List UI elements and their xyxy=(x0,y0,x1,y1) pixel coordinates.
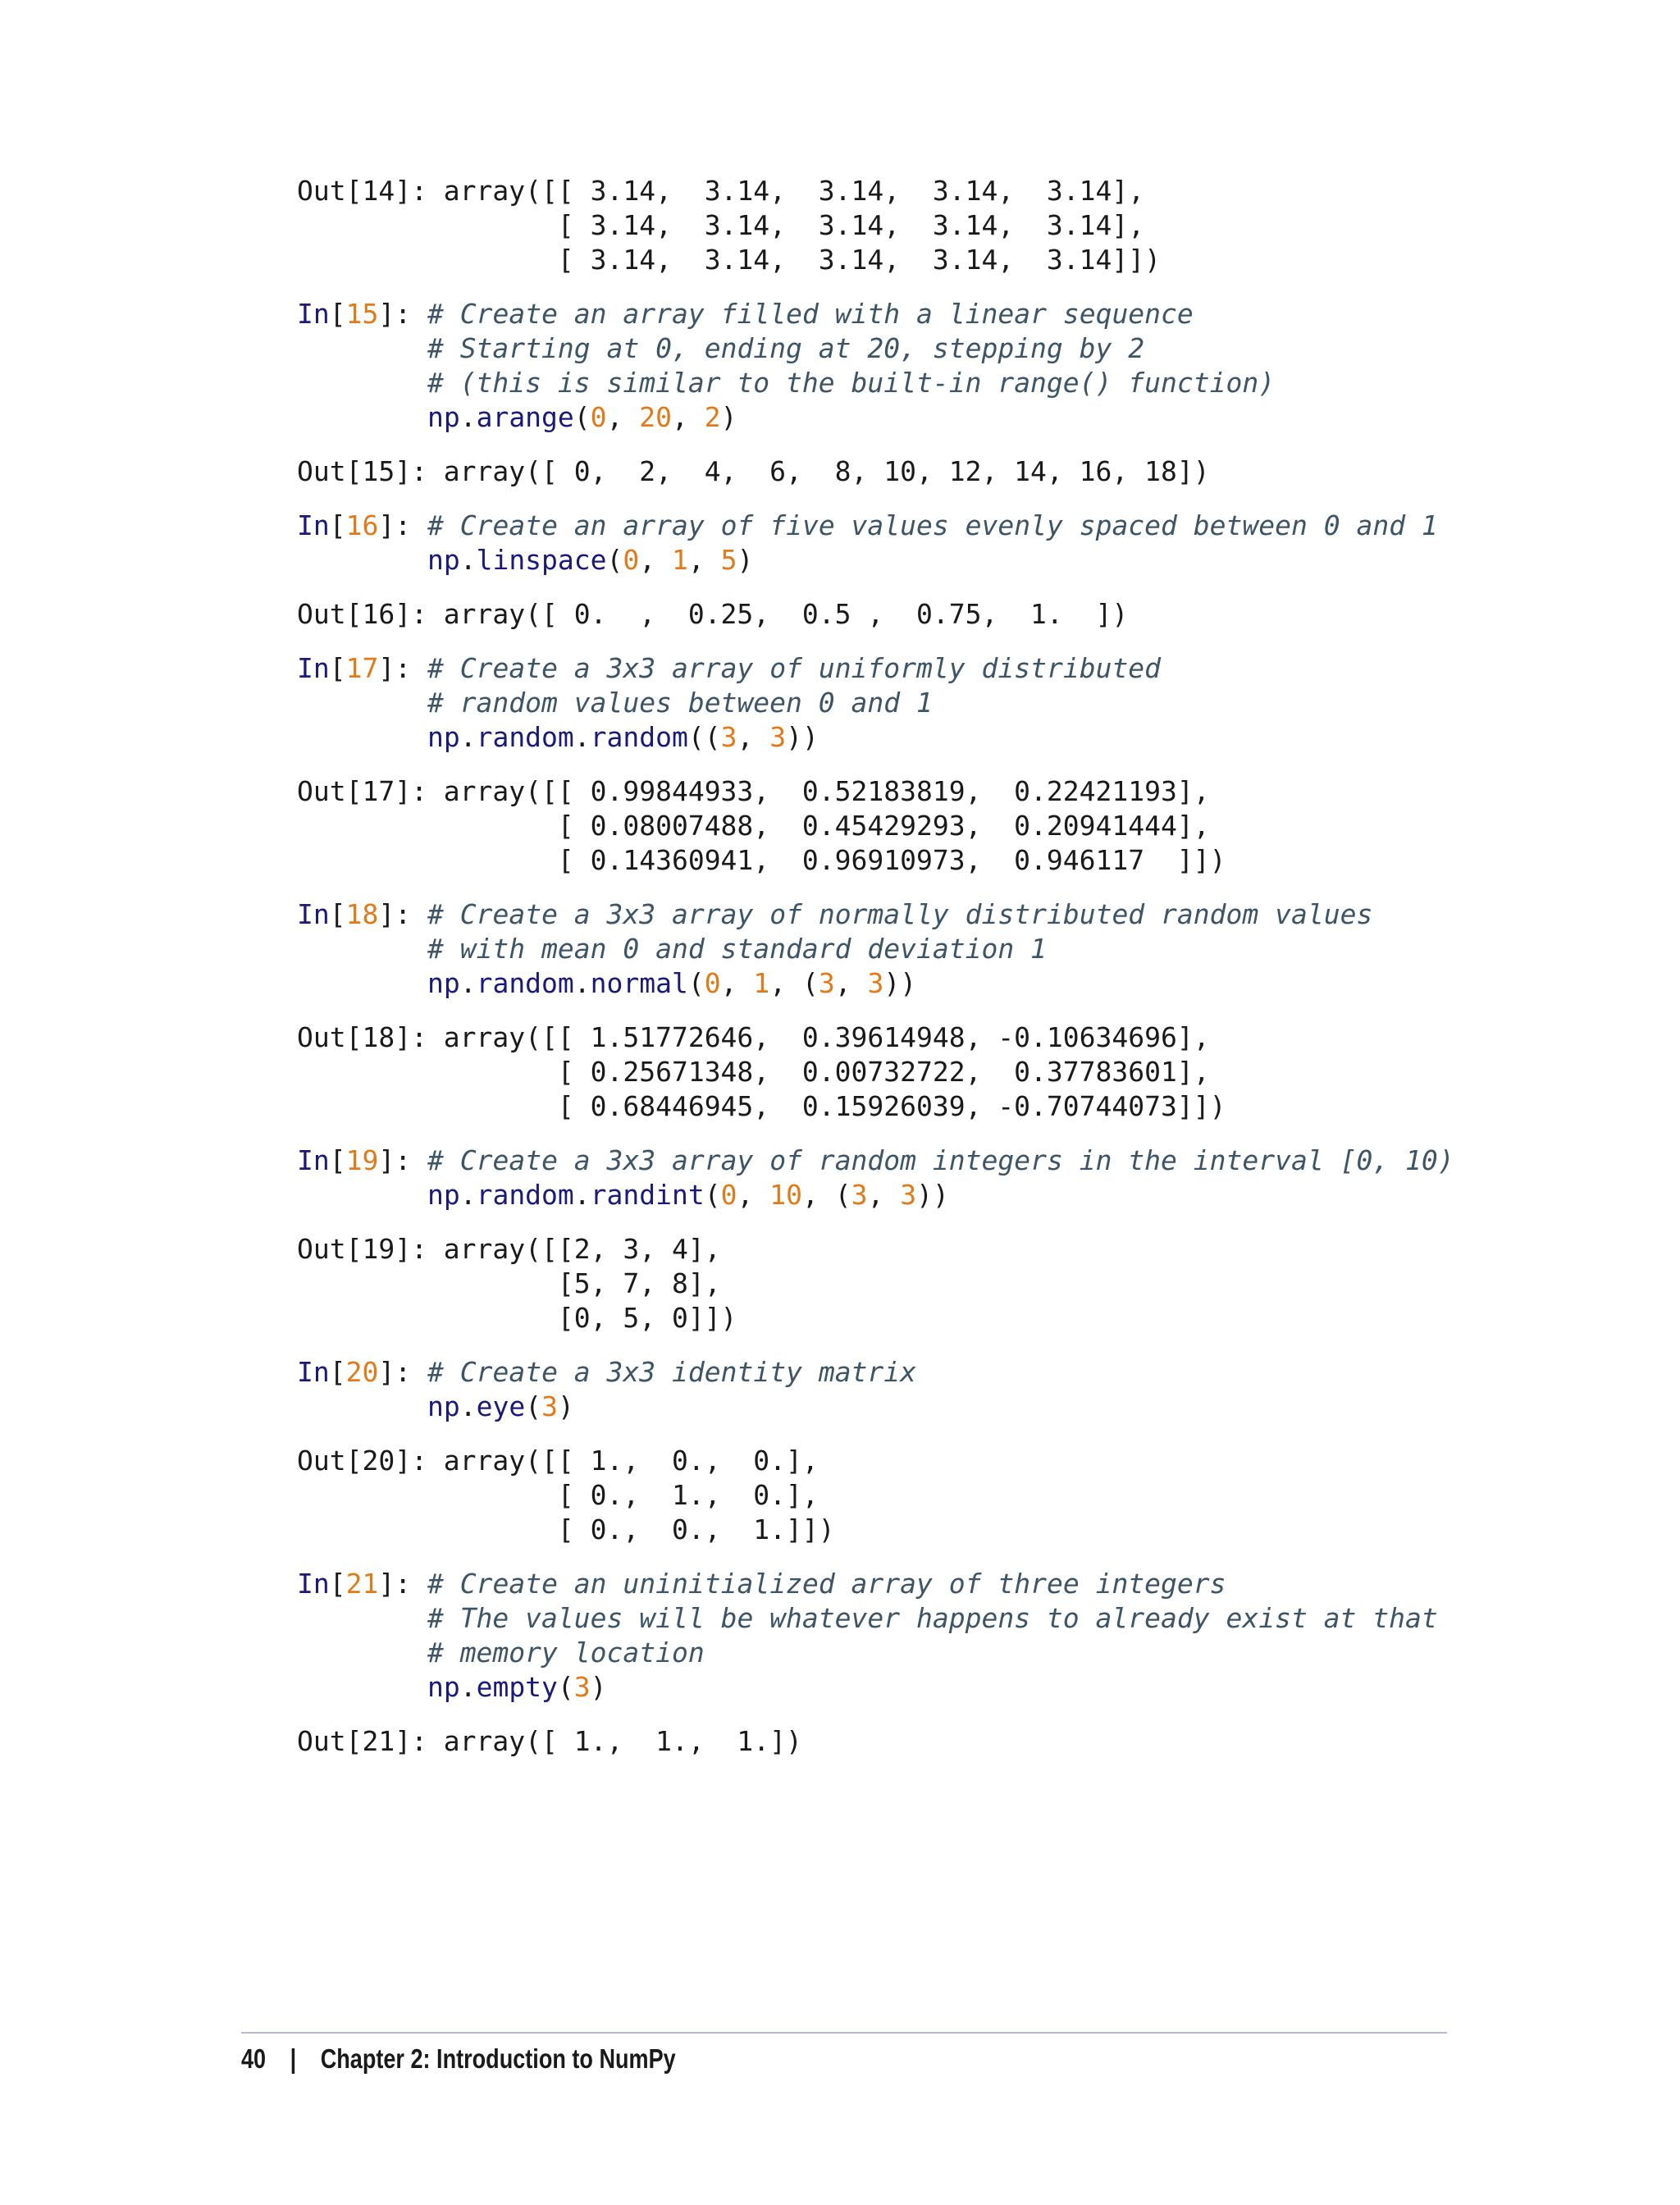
output-line: Out[18]: array([[ 1.51772646, 0.39614948, -0.10634696], xyxy=(297,1021,1210,1053)
output-cell xyxy=(297,597,1454,632)
cell-gap xyxy=(297,878,1454,897)
input-line: # random values between 0 and 1 xyxy=(427,687,933,719)
input-line: # with mean 0 and standard deviation 1 xyxy=(427,933,1047,965)
output-cell xyxy=(297,1020,1454,1124)
output-line: Out[20]: array([[ 1., 0., 0.], xyxy=(297,1445,819,1477)
output-line: Out[21]: array([ 1., 1., 1.]) xyxy=(297,1725,802,1757)
cell-gap xyxy=(297,1705,1454,1724)
cell-gap xyxy=(297,755,1454,774)
input-line: np.eye(3) xyxy=(427,1390,574,1422)
input-line: In[20]: # Create a 3x3 identity matrix xyxy=(297,1356,917,1388)
output-cell xyxy=(297,1724,1454,1759)
chapter-title: Chapter 2: Introduction to NumPy xyxy=(320,2043,676,2074)
output-line: Out[17]: array([[ 0.99844933, 0.52183819, 0.22421193], xyxy=(297,775,1210,807)
cell-gap xyxy=(297,1424,1454,1444)
input-line: np.random.normal(0, 1, (3, 3)) xyxy=(427,967,917,999)
input-line: In[16]: # Create an array of five values evenly spaced between 0 and 1 xyxy=(297,509,1438,541)
input-line: # Starting at 0, ending at 20, stepping by 2 xyxy=(427,332,1145,364)
input-cell xyxy=(297,297,1454,435)
output-line: [ 0.14360941, 0.96910973, 0.946117 ]]) xyxy=(297,844,1226,876)
cell-gap xyxy=(297,632,1454,651)
cell-gap xyxy=(297,1335,1454,1355)
cell-gap xyxy=(297,578,1454,597)
output-line: [ 0., 0., 1.]]) xyxy=(297,1513,835,1545)
input-cell xyxy=(297,897,1454,1001)
input-line: np.arange(0, 20, 2) xyxy=(427,401,737,433)
output-line: [0, 5, 0]]) xyxy=(297,1302,737,1334)
code-listing xyxy=(297,174,1454,1759)
input-line: np.random.random((3, 3)) xyxy=(427,721,819,753)
output-cell xyxy=(297,1444,1454,1547)
input-line: np.random.randint(0, 10, (3, 3)) xyxy=(427,1179,949,1211)
output-line: [ 0.25671348, 0.00732722, 0.37783601], xyxy=(297,1056,1210,1088)
footer-separator: | xyxy=(290,2043,297,2074)
input-line: # (this is similar to the built-in range() function) xyxy=(427,367,1276,399)
cell-gap xyxy=(297,489,1454,509)
output-line: Out[15]: array([ 0, 2, 4, 6, 8, 10, 12, 14, 16, 18]) xyxy=(297,455,1210,487)
cell-gap xyxy=(297,277,1454,297)
output-line: Out[14]: array([[ 3.14, 3.14, 3.14, 3.14, 3.14], xyxy=(297,175,1145,207)
output-line: [ 0.68446945, 0.15926039, -0.70744073]]) xyxy=(297,1090,1226,1122)
input-line: In[21]: # Create an uninitialized array of three integers xyxy=(297,1568,1226,1600)
input-line: # The values will be whatever happens to already exist at that xyxy=(427,1602,1438,1634)
input-cell xyxy=(297,1144,1454,1212)
page-footer xyxy=(241,2043,676,2075)
input-line: np.linspace(0, 1, 5) xyxy=(427,544,754,576)
cell-gap xyxy=(297,1124,1454,1144)
output-cell xyxy=(297,454,1454,489)
output-line: Out[16]: array([ 0. , 0.25, 0.5 , 0.75, 1. ]) xyxy=(297,598,1129,630)
cell-gap xyxy=(297,1212,1454,1232)
output-line: [ 0., 1., 0.], xyxy=(297,1479,819,1511)
output-line: [ 0.08007488, 0.45429293, 0.20941444], xyxy=(297,810,1210,842)
input-line: In[17]: # Create a 3x3 array of uniformly distributed xyxy=(297,652,1162,684)
output-cell xyxy=(297,1232,1454,1335)
output-line: [ 3.14, 3.14, 3.14, 3.14, 3.14]]) xyxy=(297,244,1161,276)
input-cell xyxy=(297,509,1454,578)
page-number: 40 xyxy=(241,2043,267,2074)
output-line: [5, 7, 8], xyxy=(297,1267,721,1299)
cell-gap xyxy=(297,1001,1454,1020)
input-line: In[19]: # Create a 3x3 array of random integers in the interval [0, 10) xyxy=(297,1144,1454,1176)
output-line: [ 3.14, 3.14, 3.14, 3.14, 3.14], xyxy=(297,209,1145,241)
input-line: In[18]: # Create a 3x3 array of normally distributed random values xyxy=(297,898,1373,930)
output-cell xyxy=(297,174,1454,277)
input-line: In[15]: # Create an array filled with a linear sequence xyxy=(297,298,1194,330)
footer-divider xyxy=(241,2032,1447,2034)
output-cell xyxy=(297,774,1454,878)
input-cell xyxy=(297,651,1454,755)
input-cell xyxy=(297,1355,1454,1424)
input-cell xyxy=(297,1567,1454,1705)
input-line: np.empty(3) xyxy=(427,1671,607,1703)
input-line: # memory location xyxy=(427,1637,705,1669)
output-line: Out[19]: array([[2, 3, 4], xyxy=(297,1233,721,1265)
cell-gap xyxy=(297,1547,1454,1567)
cell-gap xyxy=(297,435,1454,454)
